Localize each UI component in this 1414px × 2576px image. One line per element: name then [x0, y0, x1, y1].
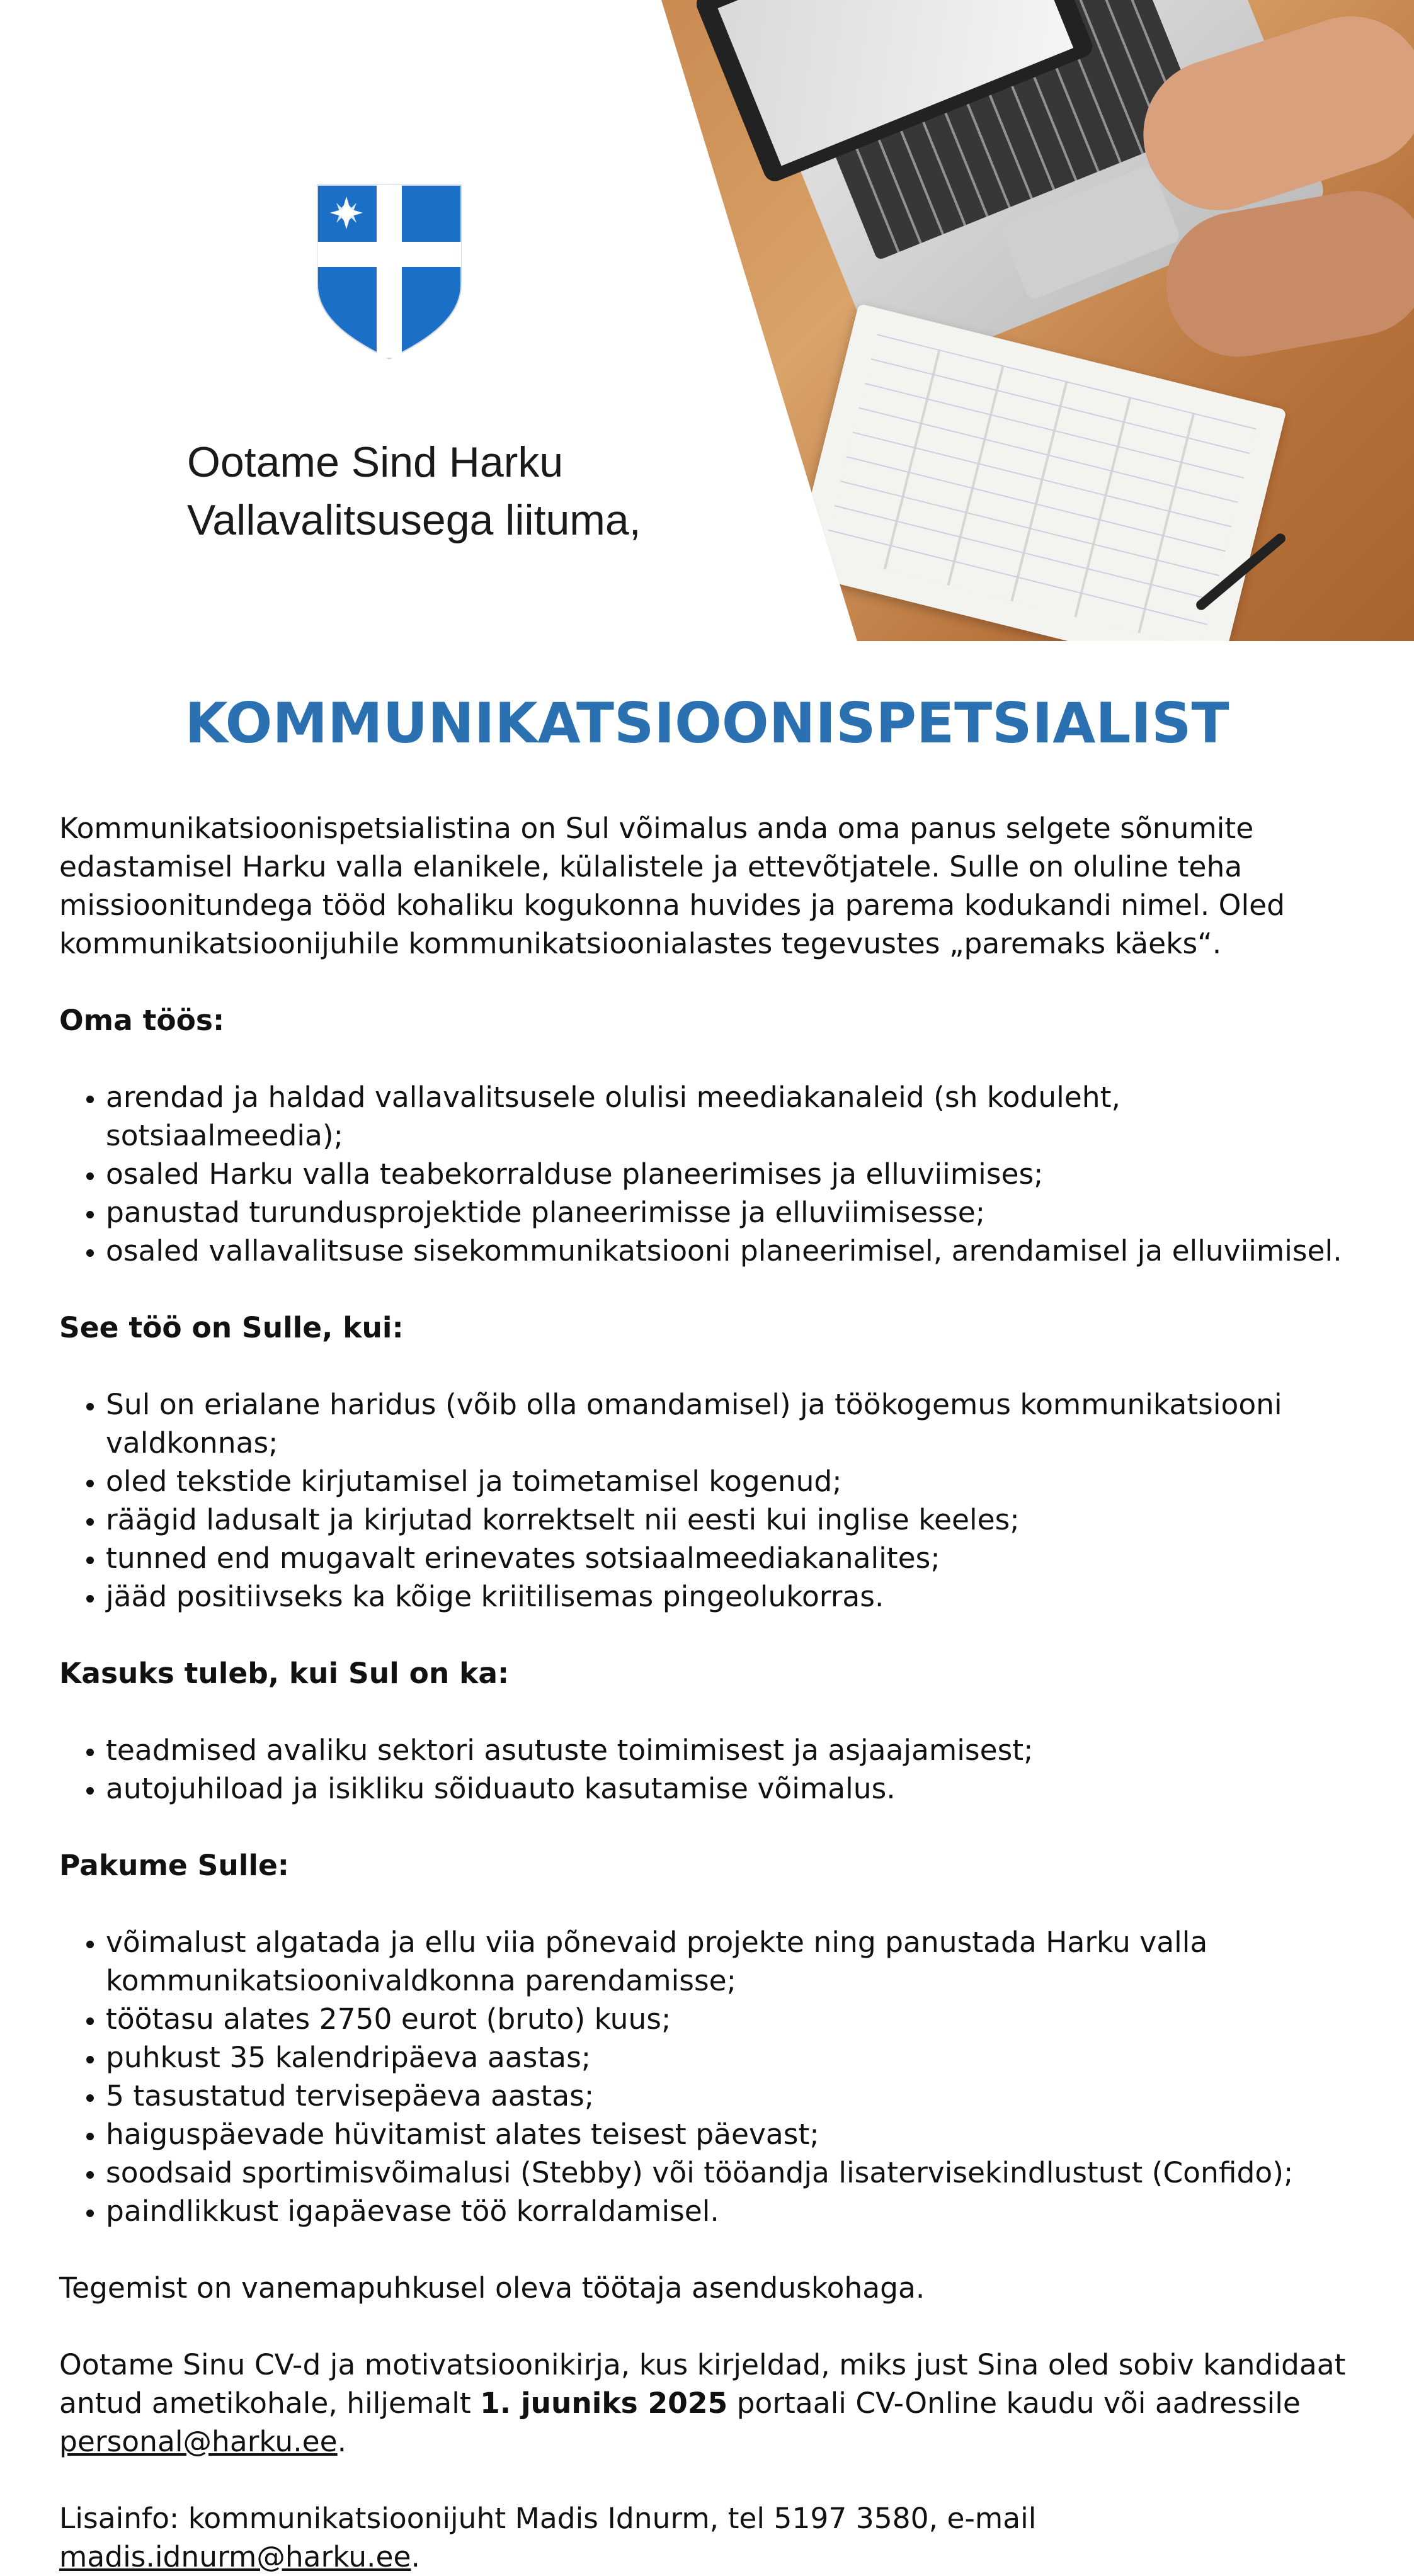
fit-list	[59, 1385, 1357, 1616]
offer-list	[59, 1923, 1357, 2230]
header-photo	[661, 0, 1414, 641]
contact-text: .	[411, 2540, 420, 2573]
application-text: portaali CV-Online kaudu või aadressile	[727, 2386, 1301, 2420]
list-item: • jääd positiivseks ka kõige kriitilisemas pingeolukorras.	[106, 1577, 1357, 1616]
duties-list	[59, 1078, 1357, 1270]
bonus-list	[59, 1731, 1357, 1808]
application-email-link[interactable]: personal@harku.ee	[59, 2425, 338, 2458]
application-deadline: 1. juuniks 2025	[480, 2386, 728, 2420]
intro-line-1: Ootame Sind Harku	[187, 438, 564, 486]
section-heading-bonus: Kasuks tuleb, kui Sul on ka:	[59, 1657, 510, 1690]
list-item: • töötasu alates 2750 eurot (bruto) kuus;	[106, 2000, 1357, 2038]
list-item: • arendad ja haldad vallavalitsusele olulisi meediakanaleid (sh koduleht, sotsiaalmeedia);	[106, 1078, 1357, 1155]
application-paragraph	[59, 2346, 1357, 2461]
contact-paragraph	[59, 2499, 1357, 2576]
list-item: • oled tekstide kirjutamisel ja toimetamisel kogenud;	[106, 1462, 1357, 1501]
section-heading-duties: Oma töös:	[59, 1004, 225, 1037]
list-item: • osaled Harku valla teabekorralduse planeerimises ja elluviimises;	[106, 1155, 1357, 1193]
list-item: • osaled vallavalitsuse sisekommunikatsiooni planeerimisel, arendamisel ja elluviimisel.	[106, 1232, 1357, 1270]
intro-line-2: Vallavalitsusega liituma,	[187, 496, 641, 544]
list-item: • haiguspäevade hüvitamist alates teisest päevast;	[106, 2115, 1357, 2153]
list-item: • 5 tasustatud tervisepäeva aastas;	[106, 2077, 1357, 2115]
list-item: • teadmised avaliku sektori asutuste toimimisest ja asjaajamisest;	[106, 1731, 1357, 1769]
job-description	[59, 809, 1357, 2576]
intro-heading	[187, 433, 666, 549]
list-item: • paindlikkust igapäevase töö korraldamisel.	[106, 2192, 1357, 2230]
list-item: • Sul on erialane haridus (võib olla omandamisel) ja töökogemus kommunikatsiooni valdkonnas;	[106, 1385, 1357, 1462]
application-text: .	[337, 2425, 347, 2458]
list-item: • panustad turundusprojektide planeerimisse ja elluviimisesse;	[106, 1193, 1357, 1232]
list-item: • räägid ladusalt ja kirjutad korrektselt nii eesti kui inglise keeles;	[106, 1501, 1357, 1539]
list-item: • võimalust algatada ja ellu viia põnevaid projekte ning panustada Harku valla kommunikatsioonivaldkonna parendamisse;	[106, 1923, 1357, 2000]
replacement-note: Tegemist on vanemapuhkusel oleva töötaja asenduskohaga.	[59, 2271, 925, 2305]
application-text: Ootame Sinu CV-d ja motivatsioonikirja, kus kirjeldad, miks just Sina oled sobiv kandidaat antud ametikohale, hiljemalt	[59, 2348, 1346, 2420]
contact-text: Lisainfo: kommunikatsioonijuht Madis Idnurm, tel 5197 3580, e-mail	[59, 2502, 1037, 2535]
job-title: KOMMUNIKATSIOONISPETSIALIST	[185, 691, 1229, 756]
contact-email-link[interactable]: madis.idnurm@harku.ee	[59, 2540, 411, 2573]
list-item: • soodsaid sportimisvõimalusi (Stebby) või tööandja lisatervisekindlustust (Confido);	[106, 2153, 1357, 2192]
list-item: • tunned end mugavalt erinevates sotsiaalmeediakanalites;	[106, 1539, 1357, 1577]
harku-coat-of-arms-icon	[316, 184, 462, 360]
section-heading-fit: See töö on Sulle, kui:	[59, 1311, 404, 1344]
list-item: • autojuhiload ja isikliku sõiduauto kasutamise võimalus.	[106, 1769, 1357, 1808]
section-heading-offer: Pakume Sulle:	[59, 1849, 289, 1882]
intro-paragraph: Kommunikatsioonispetsialistina on Sul võimalus anda oma panus selgete sõnumite edastamisel Harku valla elanikele, külalistele ja ettevõtjatele. Sulle on oluline teha missioonitundega tööd kohaliku kogukonna huvides ja parema kodukandi nimel. Oled kommunikatsioonijuhile kommunikatsioonialastes tegevustes „paremaks käeks“.	[59, 812, 1285, 960]
list-item: • puhkust 35 kalendripäeva aastas;	[106, 2038, 1357, 2077]
